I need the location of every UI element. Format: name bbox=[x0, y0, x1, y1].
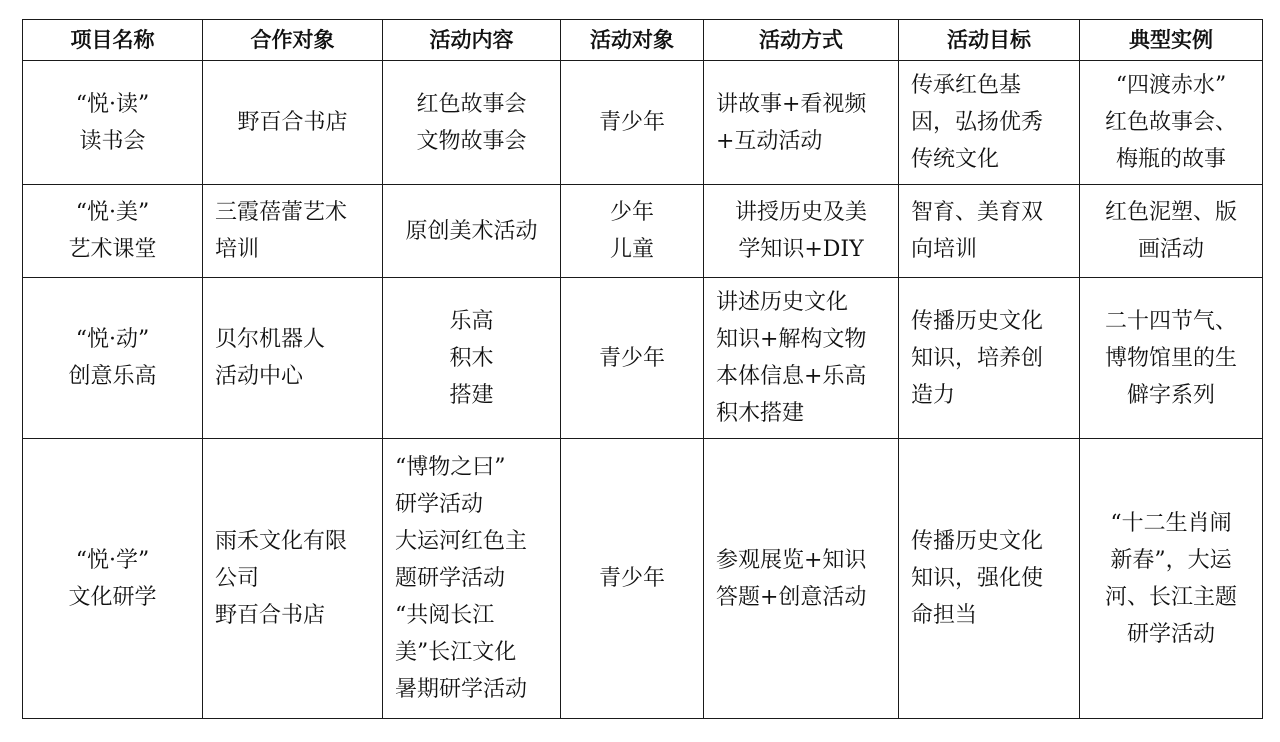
header-audience: 活动对象 bbox=[561, 20, 704, 61]
cell-line: 传播历史文化 bbox=[911, 308, 1044, 334]
cell-method bbox=[704, 278, 899, 439]
cell-example bbox=[1080, 439, 1263, 719]
cell-line: 少年 bbox=[609, 200, 654, 225]
cell-line: 河、长江主题 bbox=[1104, 584, 1237, 610]
cell-line: 大运河红色主 bbox=[395, 529, 528, 554]
cell-line: 培训 bbox=[215, 237, 260, 262]
cell-example bbox=[1080, 185, 1263, 278]
cell-line: 知识，培养创 bbox=[911, 345, 1044, 371]
cell-partner bbox=[203, 185, 383, 278]
cell-project bbox=[23, 61, 203, 185]
cell-content bbox=[383, 61, 561, 185]
cell-line: 僻字系列 bbox=[1126, 382, 1215, 408]
cell-line: 智育、美育双 bbox=[911, 200, 1044, 225]
cell-audience bbox=[561, 61, 704, 185]
cell-line: 讲述历史文化 bbox=[716, 290, 849, 315]
cell-audience bbox=[561, 439, 704, 719]
cell-line: 梅瓶的故事 bbox=[1115, 147, 1226, 172]
cell-line: 研学活动 bbox=[395, 492, 484, 517]
cell-line: 本体信息+乐高 bbox=[716, 364, 867, 389]
cell-line: 造力 bbox=[911, 382, 956, 408]
cell-line: 学知识+DIY bbox=[738, 237, 864, 262]
cell-line: 参观展览+知识 bbox=[716, 547, 867, 573]
cell-line: “悦·美” bbox=[75, 200, 150, 225]
cell-line: “悦·读” bbox=[75, 91, 150, 117]
cell-line: 新春”，大运 bbox=[1110, 547, 1232, 573]
cell-content bbox=[383, 439, 561, 719]
cell-line: 讲故事+看视频 bbox=[716, 91, 867, 117]
cell-line: 暑期研学活动 bbox=[395, 677, 528, 702]
cell-project bbox=[23, 278, 203, 439]
cell-line: 积木 bbox=[449, 345, 494, 371]
cell-line: “悦·动” bbox=[75, 327, 150, 352]
cell-goal bbox=[899, 185, 1080, 278]
cell-line: 传统文化 bbox=[911, 147, 1000, 172]
cell-line: 题研学活动 bbox=[395, 566, 506, 591]
cell-line: 答题+创意活动 bbox=[716, 584, 867, 610]
cell-line: 雨禾文化有限 bbox=[215, 529, 348, 554]
cell-goal bbox=[899, 61, 1080, 185]
cell-line: 知识+解构文物 bbox=[716, 327, 867, 352]
table-row bbox=[23, 439, 1263, 719]
header-method: 活动方式 bbox=[704, 20, 899, 61]
cell-line: “四渡赤水” bbox=[1115, 73, 1227, 98]
cell-line: 青少年 bbox=[598, 110, 665, 135]
cell-method bbox=[704, 61, 899, 185]
header-row bbox=[23, 20, 1263, 61]
table-row bbox=[23, 61, 1263, 185]
table-row bbox=[23, 185, 1263, 278]
cell-line: “共阅长江 bbox=[395, 603, 495, 628]
cell-line: 乐高 bbox=[449, 308, 494, 334]
cell-line: 博物馆里的生 bbox=[1104, 345, 1237, 371]
cell-line: 儿童 bbox=[609, 237, 654, 262]
header-goal: 活动目标 bbox=[899, 20, 1080, 61]
cell-line: 美”长江文化 bbox=[395, 640, 517, 665]
cell-line: 因，弘扬优秀 bbox=[911, 110, 1044, 135]
cell-project bbox=[23, 439, 203, 719]
cell-line: 传播历史文化 bbox=[911, 529, 1044, 554]
cell-line: “十二生肖闹 bbox=[1110, 510, 1232, 536]
cell-example bbox=[1080, 61, 1263, 185]
cell-audience bbox=[561, 278, 704, 439]
cell-line: 野百合书店 bbox=[215, 603, 326, 628]
cell-line: 红色泥塑、版 bbox=[1104, 200, 1237, 225]
cell-line: 向培训 bbox=[911, 237, 978, 262]
cell-line: 文物故事会 bbox=[416, 128, 527, 154]
cell-line: 讲授历史及美 bbox=[734, 200, 867, 225]
cell-line: 创意乐高 bbox=[68, 364, 157, 389]
cell-partner bbox=[203, 439, 383, 719]
activity-table bbox=[22, 19, 1263, 719]
cell-line: 读书会 bbox=[79, 128, 146, 154]
cell-line: 活动中心 bbox=[215, 364, 304, 389]
cell-method bbox=[704, 185, 899, 278]
cell-partner bbox=[203, 61, 383, 185]
cell-example bbox=[1080, 278, 1263, 439]
cell-line: 公司 bbox=[215, 566, 260, 591]
table-row bbox=[23, 278, 1263, 439]
cell-line: 三霞蓓蕾艺术 bbox=[215, 200, 348, 225]
cell-goal bbox=[899, 439, 1080, 719]
cell-line: 贝尔机器人 bbox=[215, 327, 326, 352]
cell-line: 红色故事会 bbox=[416, 91, 527, 117]
cell-line: 文化研学 bbox=[68, 584, 157, 610]
cell-line: 二十四节气、 bbox=[1104, 308, 1237, 334]
cell-content bbox=[383, 185, 561, 278]
cell-line: 搭建 bbox=[449, 382, 494, 408]
cell-line: 知识，强化使 bbox=[911, 566, 1044, 591]
cell-audience bbox=[561, 185, 704, 278]
cell-line: 青少年 bbox=[598, 345, 665, 371]
cell-method bbox=[704, 439, 899, 719]
cell-line: 传承红色基 bbox=[911, 73, 1022, 98]
cell-line: 青少年 bbox=[598, 566, 665, 591]
cell-line: 野百合书店 bbox=[237, 110, 348, 135]
cell-content bbox=[383, 278, 561, 439]
cell-partner bbox=[203, 278, 383, 439]
header-project: 项目名称 bbox=[23, 20, 203, 61]
cell-line: 红色故事会、 bbox=[1104, 110, 1237, 135]
cell-line: 原创美术活动 bbox=[405, 218, 538, 244]
cell-line: 命担当 bbox=[911, 603, 978, 628]
cell-line: 画活动 bbox=[1137, 237, 1204, 262]
cell-line: 研学活动 bbox=[1126, 621, 1215, 647]
cell-project bbox=[23, 185, 203, 278]
cell-line: 积木搭建 bbox=[716, 401, 805, 426]
cell-line: “博物之曰” bbox=[395, 455, 506, 480]
cell-line: 艺术课堂 bbox=[68, 237, 157, 262]
header-example: 典型实例 bbox=[1080, 20, 1263, 61]
cell-line: “悦·学” bbox=[75, 547, 150, 573]
header-content: 活动内容 bbox=[383, 20, 561, 61]
cell-line: +互动活动 bbox=[716, 128, 823, 154]
cell-goal bbox=[899, 278, 1080, 439]
header-partner: 合作对象 bbox=[203, 20, 383, 61]
